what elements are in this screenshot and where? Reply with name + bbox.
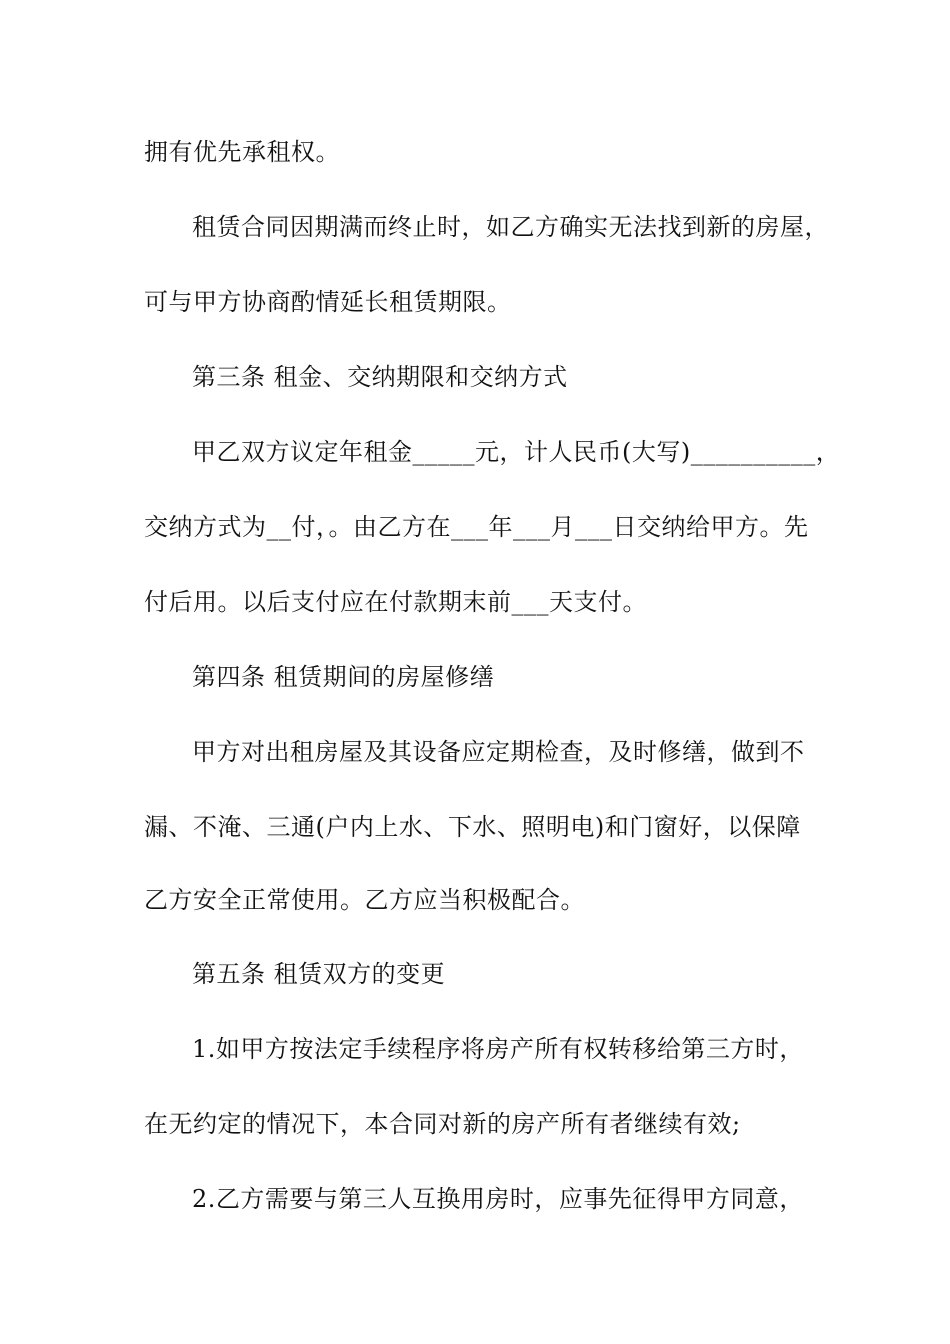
paragraph-line: 交纳方式为__付，。由乙方在___年___月___日交纳给甲方。先 (144, 513, 809, 541)
paragraph-line: 甲方对出租房屋及其设备应定期检查，及时修缮，做到不 (192, 738, 805, 766)
paragraph-line: 拥有优先承租权。 (144, 138, 340, 166)
paragraph-line: 租赁合同因期满而终止时，如乙方确实无法找到新的房屋， (192, 213, 829, 241)
section-heading: 第三条 租金、交纳期限和交纳方式 (192, 363, 568, 391)
paragraph-line: 漏、不淹、三通(户内上水、下水、照明电)和门窗好，以保障 (144, 813, 801, 841)
paragraph-line: 可与甲方协商酌情延长租赁期限。 (144, 288, 512, 316)
paragraph-line: 1.如甲方按法定手续程序将房产所有权转移给第三方时， (192, 1035, 804, 1063)
paragraph-line: 付后用。以后支付应在付款期末前___天支付。 (144, 588, 647, 616)
paragraph-line: 甲乙双方议定年租金_____元，计人民币(大写)__________， (192, 438, 841, 466)
section-heading: 第四条 租赁期间的房屋修缮 (192, 663, 495, 691)
paragraph-line: 在无约定的情况下，本合同对新的房产所有者继续有效; (144, 1110, 741, 1138)
paragraph-line: 2.乙方需要与第三人互换用房时，应事先征得甲方同意， (192, 1185, 804, 1213)
paragraph-line: 乙方安全正常使用。乙方应当积极配合。 (144, 886, 585, 914)
section-heading: 第五条 租赁双方的变更 (192, 960, 446, 988)
